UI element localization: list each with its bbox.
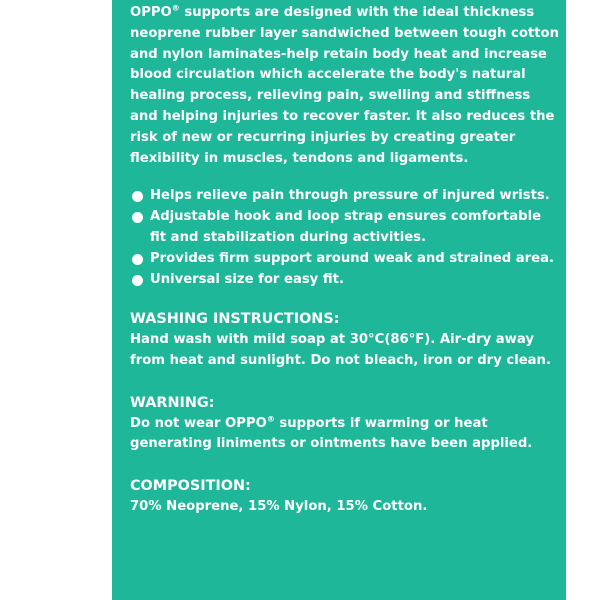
brand-name: OPPO: [130, 5, 172, 20]
intro-paragraph: [130, 3, 560, 169]
composition-section: [130, 476, 560, 518]
washing-section: [130, 309, 560, 371]
list-item: [130, 186, 560, 207]
warning-heading: WARNING:: [130, 394, 215, 411]
label-content: [130, 3, 560, 518]
bullet-icon: [132, 212, 143, 223]
feature-text: Adjustable hook and loop strap ensures comfortable fit and stabilization during activities.: [150, 209, 542, 245]
composition-heading: COMPOSITION:: [130, 478, 251, 495]
bullet-icon: [132, 275, 143, 286]
bullet-icon: [132, 254, 143, 265]
composition-text: 70% Neoprene, 15% Nylon, 15% Cotton.: [130, 498, 428, 514]
washing-text: Hand wash with mild soap at 30°C(86°F). Air-dry away from heat and sunlight. Do not bleach, iron or dry clean.: [130, 332, 551, 368]
list-item: [130, 249, 560, 270]
feature-text: Helps relieve pain through pressure of injured wrists.: [150, 188, 550, 204]
package-label-panel: [112, 0, 566, 600]
list-item: [130, 207, 560, 249]
warning-text-after: supports if warming or heat generating liniments or ointments have been applied.: [130, 415, 533, 452]
feature-text: Universal size for easy fit.: [150, 271, 344, 287]
intro-text: supports are designed with the ideal thickness neoprene rubber layer sandwiched between tough cotton and nylon laminates-help retain body heat and increase blood circulation which accelerate the body's natural healing process, relieving pain, swelling and stiffness and helping injuries to recover faster. It also reduces the risk of new or recurring injuries by creating greater flexibility in muscles, tendons and ligaments.: [130, 5, 559, 166]
registered-mark: ®: [266, 414, 275, 424]
feature-list: [130, 186, 560, 290]
washing-heading: WASHING INSTRUCTIONS:: [130, 311, 340, 328]
bullet-icon: [132, 191, 143, 202]
feature-text: Provides firm support around weak and strained area.: [150, 250, 555, 266]
list-item: [130, 270, 560, 291]
warning-section: [130, 393, 560, 455]
registered-mark: ®: [171, 3, 180, 13]
warning-text-before: Do not wear OPPO: [130, 415, 267, 431]
warning-text: [130, 414, 560, 456]
